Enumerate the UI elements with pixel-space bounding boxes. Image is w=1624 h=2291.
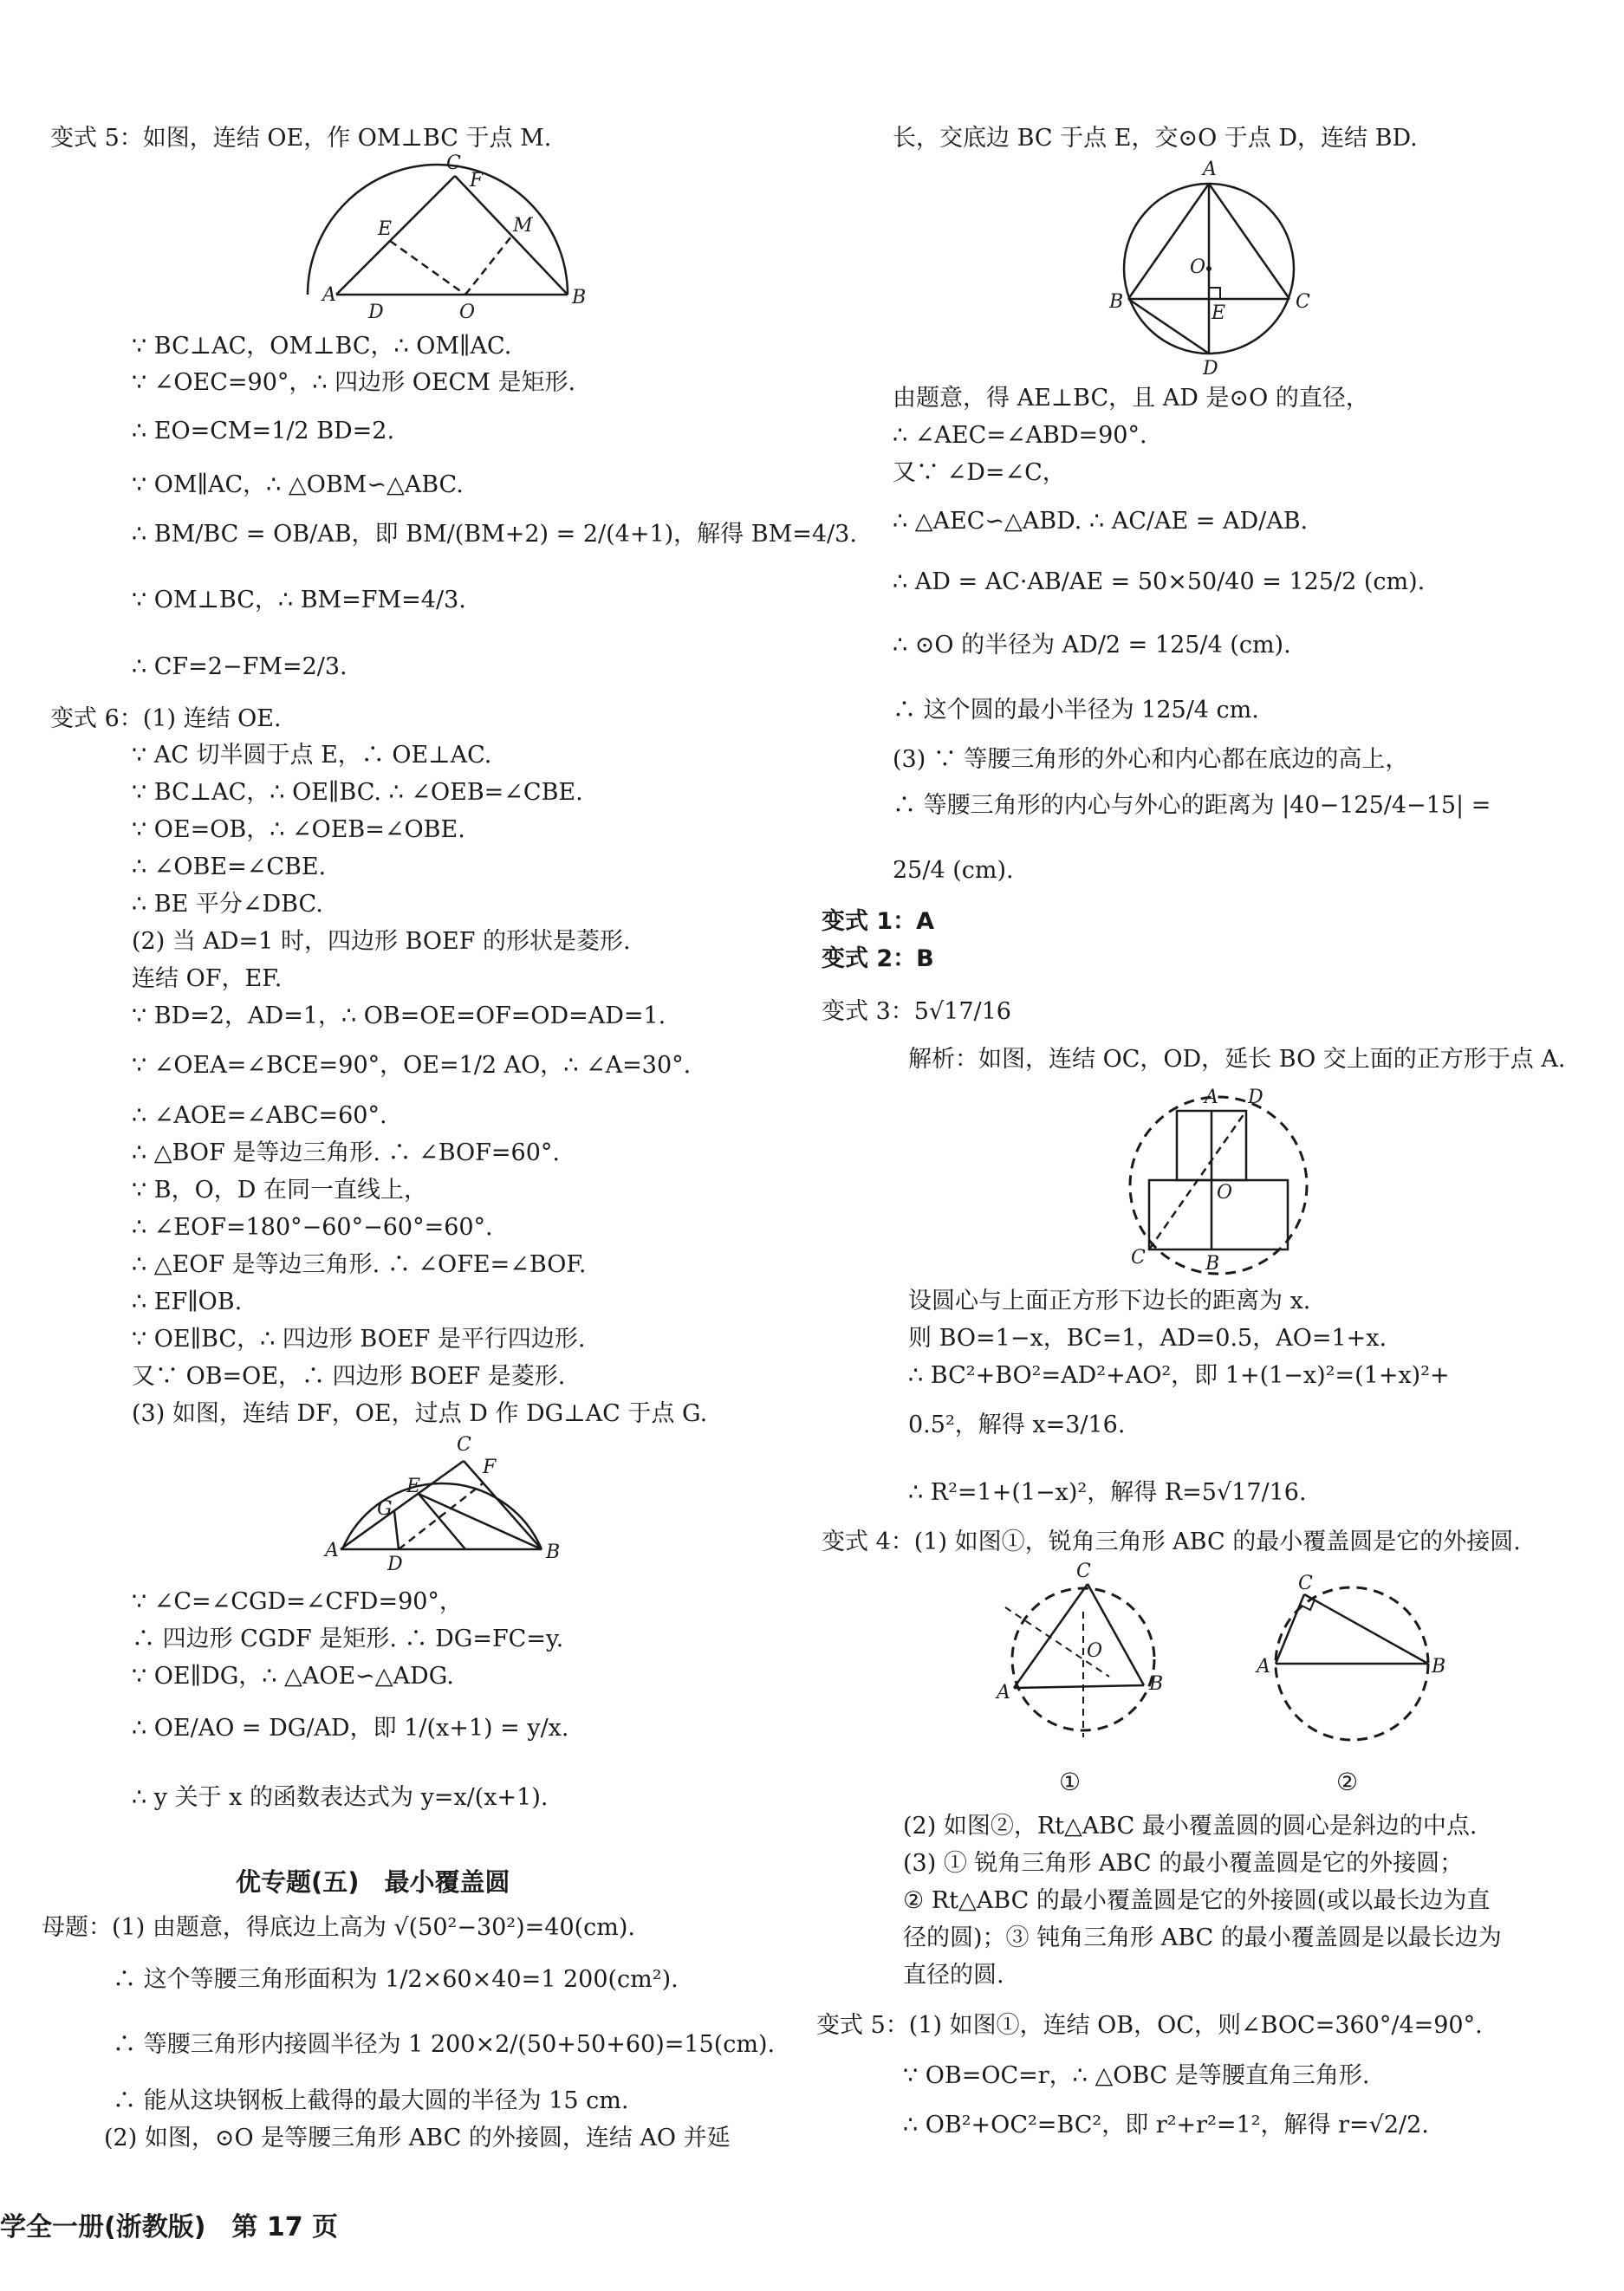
f3-label-o: O (1190, 256, 1206, 278)
f2-label-b: B (546, 1541, 561, 1563)
right-line-12: 变式 2：B (822, 945, 934, 972)
caption-figure-1: ① (1059, 1768, 1082, 1796)
right-line-5: ∴ AD = AC·AB/AE = 50×50/40 = 125/2 (cm). (893, 568, 1426, 595)
right-line-8: (3) ∵ 等腰三角形的外心和内心都在底边的高上， (893, 746, 1409, 773)
right-line-13: 变式 3：5√17/16 (822, 998, 1011, 1025)
f3-label-a: A (1203, 159, 1217, 180)
left-line-14: (2) 当 AD=1 时，四边形 BOEF 的形状是菱形. (132, 928, 631, 955)
right-line-1: 由题意，得 AE⊥BC，且 AD 是⊙O 的直径， (893, 385, 1369, 412)
f3-label-e: E (1212, 302, 1226, 324)
f2-label-f: F (483, 1457, 497, 1478)
f5-label-c: C (1076, 1561, 1091, 1582)
right-line-19: ∴ R²=1+(1−x)²，解得 R=5√17/16. (908, 1479, 1307, 1506)
f3-label-b: B (1109, 291, 1124, 313)
right-line-18: 0.5²，解得 x=3/16. (908, 1412, 1126, 1438)
left-line-0: 变式 5：如图，连结 OE，作 OM⊥BC 于点 M. (50, 125, 552, 152)
f2-label-g: G (377, 1498, 393, 1520)
section-title: 优专题(五) 最小覆盖圆 (236, 1867, 510, 1897)
right-line-20: 变式 4：(1) 如图①，锐角三角形 ABC 的最小覆盖圆是它的外接圆. (822, 1528, 1521, 1555)
f5-label-a: A (997, 1682, 1010, 1704)
right-line-15: 设圆心与上面正方形下边长的距离为 x. (908, 1288, 1311, 1314)
f2-label-c: C (457, 1434, 471, 1456)
right-line-9: ∴ 等腰三角形的内心与外心的距离为 |40−125/4−15| = (893, 792, 1491, 819)
f1-label-f: F (470, 170, 484, 191)
f1-label-c: C (446, 153, 461, 174)
f5-label-b: B (1149, 1673, 1164, 1695)
f4-label-b: B (1205, 1253, 1220, 1275)
right-line-17: ∴ BC²+BO²=AD²+AO²，即 1+(1−x)²=(1+x)²+ (908, 1362, 1450, 1389)
left-line-22: ∴ △EOF 是等边三角形. ∴ ∠OFE=∠BOF. (132, 1251, 587, 1278)
left-line-23: ∴ EF∥OB. (132, 1288, 243, 1315)
left-line-27: ∵ ∠C=∠CGD=∠CFD=90°， (132, 1588, 463, 1615)
left-line-18: ∴ ∠AOE=∠ABC=60°. (132, 1102, 387, 1129)
left-line-31: ∴ y 关于 x 的函数表达式为 y=x/(x+1). (132, 1784, 549, 1811)
left-line-20: ∵ B，O，D 在同一直线上， (132, 1177, 427, 1204)
right-line-11: 变式 1：A (822, 908, 935, 935)
f4-label-c: C (1131, 1247, 1146, 1269)
left-line-19: ∴ △BOF 是等边三角形. ∴ ∠BOF=60°. (132, 1139, 560, 1166)
left-line-7: ∴ CF=2−FM=2/3. (132, 653, 348, 680)
right-line-24: (3) ① 锐角三角形 ABC 的最小覆盖圆是它的外接圆； (903, 1850, 1464, 1877)
left-line-10: ∵ BC⊥AC，∴ OE∥BC. ∴ ∠OEB=∠CBE. (132, 779, 583, 806)
figure-semicircle-1 (322, 153, 587, 325)
left-line-28: ∴ 四边形 CGDF 是矩形. ∴ DG=FC=y. (132, 1626, 564, 1652)
right-line-7: ∴ 这个圆的最小半径为 125/4 cm. (893, 697, 1259, 724)
f6-label-c: C (1298, 1573, 1313, 1594)
right-line-2: ∴ ∠AEC=∠ABD=90°. (893, 422, 1147, 449)
left-line-1: ∵ BC⊥AC，OM⊥BC，∴ OM∥AC. (132, 333, 512, 360)
left-line-16: ∵ BD=2，AD=1，∴ OB=OE=OF=OD=AD=1. (132, 1003, 666, 1029)
left-line-34: ∴ 这个等腰三角形面积为 1/2×60×40=1 200(cm²). (113, 1966, 679, 1993)
f4-label-a: A (1205, 1087, 1218, 1108)
left-line-15: 连结 OF，EF. (132, 965, 283, 992)
left-line-12: ∴ ∠OBE=∠CBE. (132, 853, 327, 880)
right-line-28: 变式 5：(1) 如图①，连结 OB，OC，则∠BOC=360°/4=90°. (816, 2012, 1483, 2039)
left-line-29: ∵ OE∥DG，∴ △AOE∽△ADG. (132, 1663, 454, 1690)
right-line-29: ∵ OB=OC=r，∴ △OBC 是等腰直角三角形. (903, 2062, 1370, 2089)
f3-label-d: D (1203, 358, 1218, 380)
right-line-14: 解析：如图，连结 OC，OD，延长 BO 交上面的正方形于点 A. (908, 1046, 1566, 1073)
left-line-4: ∵ OM∥AC，∴ △OBM∽△ABC. (132, 471, 464, 498)
caption-figure-2: ② (1336, 1768, 1359, 1796)
f1-label-a: A (322, 284, 336, 306)
left-line-17: ∵ ∠OEA=∠BCE=90°，OE=1/2 AO，∴ ∠A=30°. (132, 1052, 692, 1079)
f2-label-e: E (406, 1476, 421, 1497)
right-line-6: ∴ ⊙O 的半径为 AD/2 = 125/4 (cm). (893, 632, 1291, 659)
right-line-10: 25/4 (cm). (893, 857, 1014, 884)
left-line-35: ∴ 等腰三角形内接圆半径为 1 200×2/(50+50+60)=15(cm). (113, 2031, 776, 2058)
left-line-8: 变式 6：(1) 连结 OE. (50, 705, 282, 732)
f6-label-a: A (1257, 1656, 1270, 1678)
f3-label-c: C (1296, 291, 1310, 313)
f1-label-b: B (572, 287, 587, 308)
left-line-33: 母题：(1) 由题意，得底边上高为 √(50²−30²)=40(cm). (42, 1914, 636, 1941)
f4-label-o: O (1217, 1182, 1233, 1204)
left-line-26: (3) 如图，连结 DF，OE，过点 D 作 DG⊥AC 于点 G. (132, 1400, 708, 1427)
right-line-23: (2) 如图②，Rt△ABC 最小覆盖圆的圆心是斜边的中点. (903, 1813, 1478, 1840)
right-line-30: ∴ OB²+OC²=BC²，即 r²+r²=1²，解得 r=√2/2. (903, 2112, 1429, 2138)
f2-label-d: D (387, 1554, 403, 1575)
figure-covering-circle-2 (1257, 1573, 1447, 1750)
left-line-6: ∵ OM⊥BC，∴ BM=FM=4/3. (132, 587, 466, 613)
f6-label-b: B (1432, 1656, 1446, 1678)
left-line-13: ∴ BE 平分∠DBC. (132, 891, 323, 918)
f1-label-m: M (513, 215, 533, 237)
page-footer: 学全一册(浙教版) 第 17 页 (0, 2212, 339, 2242)
left-line-25: 又∵ OB=OE，∴ 四边形 BOEF 是菱形. (132, 1363, 566, 1390)
f2-label-a: A (325, 1540, 339, 1561)
f4-label-d: D (1248, 1087, 1263, 1108)
figure-semicircle-2 (325, 1434, 561, 1577)
right-line-4: ∴ △AEC∽△ABD. ∴ AC/AE = AD/AB. (893, 508, 1309, 535)
f1-label-d: D (368, 302, 384, 323)
figure-squares-in-circle (1118, 1081, 1326, 1281)
right-line-3: 又∵ ∠D=∠C， (893, 459, 1066, 486)
figure-covering-circle-1 (979, 1560, 1187, 1768)
right-line-26: 径的圆)；③ 钝角三角形 ABC 的最小覆盖圆是以最长边为 (903, 1924, 1502, 1951)
left-line-37: (2) 如图，⊙O 是等腰三角形 ABC 的外接圆，连结 AO 并延 (104, 2125, 731, 2151)
left-line-21: ∴ ∠EOF=180°−60°−60°=60°. (132, 1214, 493, 1241)
left-line-9: ∵ AC 切半圆于点 E，∴ OE⊥AC. (132, 742, 492, 769)
left-line-11: ∵ OE=OB，∴ ∠OEB=∠OBE. (132, 816, 465, 843)
right-line-27: 直径的圆. (903, 1962, 1004, 1989)
left-line-36: ∴ 能从这块钢板上截得的最大圆的半径为 15 cm. (113, 2087, 629, 2114)
f1-label-e: E (378, 218, 393, 240)
f1-label-o: O (459, 302, 476, 323)
left-line-3: ∴ EO=CM=1/2 BD=2. (132, 418, 395, 445)
right-line-16: 则 BO=1−x，BC=1，AD=0.5，AO=1+x. (908, 1325, 1387, 1352)
right-line-0: 长，交底边 BC 于点 E，交⊙O 于点 D，连结 BD. (893, 125, 1418, 152)
left-line-30: ∴ OE/AO = DG/AD，即 1/(x+1) = y/x. (132, 1715, 569, 1742)
f5-label-o: O (1087, 1640, 1103, 1662)
left-line-5: ∴ BM/BC = OB/AB，即 BM/(BM+2) = 2/(4+1)，解得 BM=4/3. (132, 521, 857, 548)
left-line-24: ∵ OE∥BC，∴ 四边形 BOEF 是平行四边形. (132, 1326, 586, 1353)
left-line-2: ∵ ∠OEC=90°，∴ 四边形 OECM 是矩形. (132, 369, 576, 396)
figure-circle-triangle (1101, 156, 1317, 381)
right-line-25: ② Rt△ABC 的最小覆盖圆是它的外接圆(或以最长边为直 (903, 1887, 1491, 1914)
